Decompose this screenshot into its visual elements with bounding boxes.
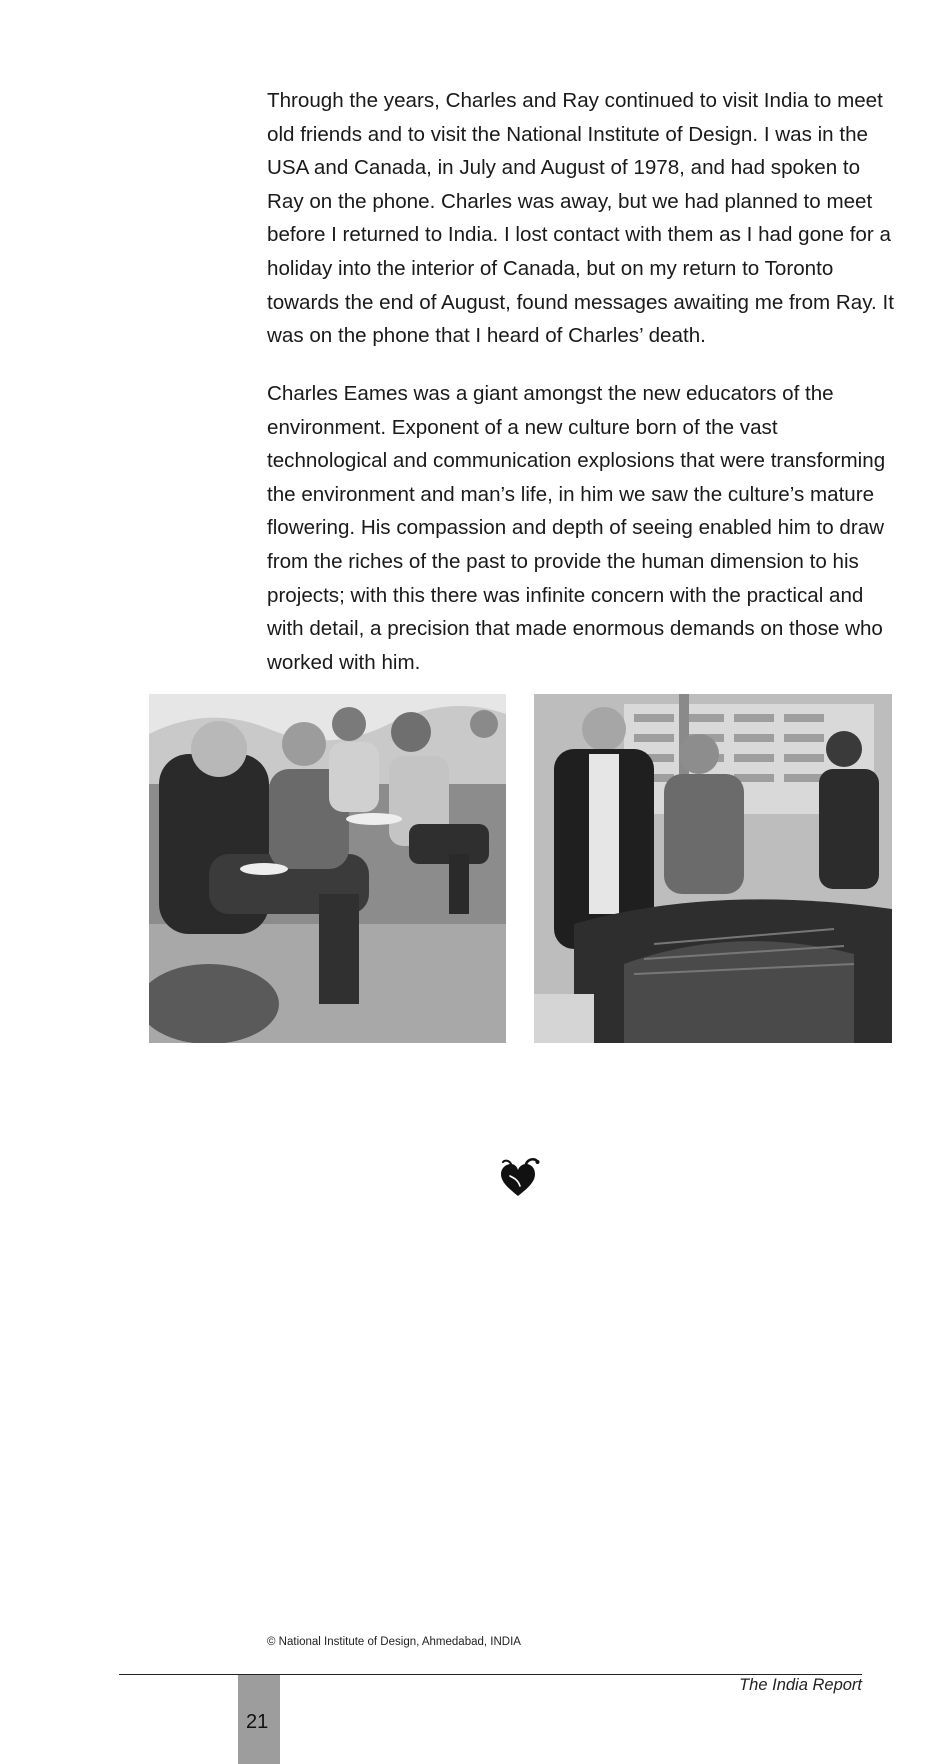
photo-textile-viewing	[534, 694, 892, 1043]
footer-divider	[119, 1674, 862, 1675]
copyright-notice: © National Institute of Design, Ahmedabad, INDIA	[267, 1636, 521, 1648]
photo-textile-viewing-image	[534, 694, 892, 1043]
page-number: 21	[246, 1711, 269, 1733]
heart-ornament-icon	[498, 1158, 542, 1200]
running-footer-title: The India Report	[739, 1676, 862, 1694]
body-paragraph-2: Charles Eames was a giant amongst the new educators of the environment. Exponent of a new culture born of the vast technological and communication explosions that were transforming the environment and man’s life, in him we saw the culture’s mature flowering. His compassion and depth of seeing enabled him to draw from the riches of the past to provide the human dimension to his projects; with this there was infinite concern with the practical and with detail, a precision that made enormous demands on those who worked with him.	[267, 382, 886, 674]
body-paragraph-1: Through the years, Charles and Ray continued to visit India to meet old friends and to visit the National Institute of Design. I was in the USA and Canada, in July and August of 1978, and had spoken to Ray on the phone. Charles was away, but we had planned to meet before I returned to India. I lost contact with them as I had gone for a holiday into the interior of Canada, but on my return to Toronto towards the end of August, found messages awaiting me from Ray. It was on the phone that I heard of Charles’ death.	[267, 89, 894, 348]
photo-outdoor-gathering	[149, 694, 506, 1043]
photo-outdoor-gathering-image	[149, 694, 506, 1043]
